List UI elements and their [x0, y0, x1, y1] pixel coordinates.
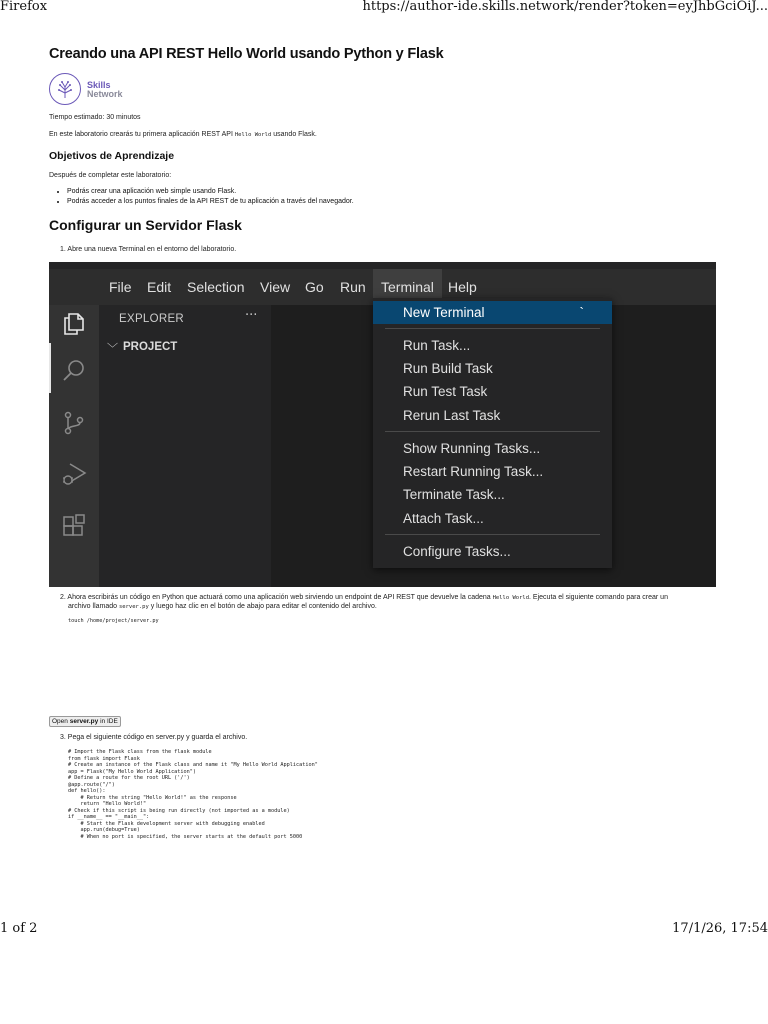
menu-item-run-build-task: [373, 357, 612, 380]
menu-item-rerun-last-task: [373, 404, 612, 427]
step-2-code: server.py: [118, 604, 149, 610]
step-2-code: Hello World: [492, 595, 530, 601]
code-line: # Check if this script is being run directly (not imported as a module): [68, 807, 290, 814]
code-line: # Define a route for the root URL ('/'): [68, 775, 190, 781]
menu-item-label: Run Test Task: [403, 384, 488, 399]
menu-item-terminate-task: [373, 483, 612, 506]
menu-run: Run: [340, 279, 366, 295]
menu-separator: [385, 328, 600, 329]
more-actions-icon: ···: [245, 308, 258, 323]
menu-item-label: Attach Task...: [403, 511, 484, 526]
vscode-screenshot: [49, 262, 716, 587]
step-2-text-end: y luego haz clic en el botón de abajo para editar el contenido del archivo.: [148, 603, 377, 610]
explorer-sidebar: [99, 305, 271, 587]
code-line: from flask import Flask: [68, 755, 140, 762]
step-2-text: archivo llamado: [68, 603, 119, 610]
step-2-line-1: [60, 594, 668, 601]
page-url: https://author-ide.skills.network/render?token=eyJhbGciOiJ...: [362, 0, 768, 14]
source-control-icon: [61, 410, 87, 436]
menu-item-run-task: [373, 334, 612, 357]
menu-item-label: Run Build Task: [403, 361, 493, 376]
extensions-icon: [61, 513, 87, 539]
step-2-text: 2. Ahora escribirás un código en Python que actuará como una aplicación web sirviendo un endpoint de API REST que devuelve la cadena: [60, 594, 493, 601]
menu-item-show-running-tasks: [373, 437, 612, 460]
menu-item-run-test-task: [373, 380, 612, 403]
menu-item-label: Configure Tasks...: [403, 544, 511, 559]
menu-item-label: Rerun Last Task: [403, 408, 501, 423]
print-datetime: 17/1/26, 17:54: [672, 921, 768, 936]
page-number: 1 of 2: [0, 921, 38, 936]
step-3: 3. Pega el siguiente código en server.py y guarda el archivo.: [60, 734, 248, 741]
menu-item-restart-running-task: [373, 460, 612, 483]
menu-file: File: [109, 279, 132, 295]
button-filename: server.py: [69, 718, 99, 725]
terminal-command: touch /home/project/server.py: [68, 618, 159, 624]
run-debug-icon: [61, 461, 87, 487]
section-heading: Configurar un Servidor Flask: [49, 217, 242, 233]
objectives-intro: Después de completar este laboratorio:: [49, 172, 172, 179]
list-item: • Podrás crear una aplicación web simple usando Flask.: [67, 187, 354, 197]
objectives-heading: Objetivos de Aprendizaje: [49, 150, 175, 162]
active-indicator: [49, 343, 51, 393]
code-line: return "Hello World!": [68, 801, 147, 807]
menu-help: Help: [448, 279, 477, 295]
shortcut-key: `: [579, 305, 584, 320]
code-line: # Create an instance of the Flask class and name it "My Hello World Application": [68, 762, 318, 768]
estimated-time: Tiempo estimado: 30 minutos: [49, 114, 141, 121]
menu-item-attach-task: [373, 507, 612, 530]
print-header: [0, 0, 768, 16]
intro-text-end: usando Flask.: [271, 131, 317, 138]
button-text: Open: [52, 718, 70, 725]
code-line: # Return the string "Hello World!" as the response: [68, 794, 237, 801]
menu-separator: [385, 431, 600, 432]
menu-item-configure-tasks: [373, 540, 612, 563]
project-folder: PROJECT: [123, 341, 178, 353]
search-icon: [61, 358, 87, 384]
code-line: def hello():: [68, 788, 106, 794]
menu-selection: Selection: [187, 279, 245, 295]
menu-go: Go: [305, 279, 324, 295]
code-line: # When no port is specified, the server starts at the default port 5000: [68, 833, 303, 840]
window-top-strip: [49, 262, 716, 269]
intro-text: En este laboratorio crearás tu primera aplicación REST API: [49, 131, 235, 138]
menu-item-label: Restart Running Task...: [403, 464, 544, 479]
intro-paragraph: [49, 131, 317, 138]
open-in-ide-button[interactable]: [49, 716, 121, 727]
browser-name: Firefox: [0, 0, 48, 14]
code-line: # Import the Flask class from the flask module: [68, 749, 212, 755]
logo-text-line2: Network: [87, 89, 123, 99]
chevron-down-icon: ﹀: [107, 342, 118, 355]
button-text-end: in IDE: [98, 718, 118, 725]
code-line: @app.route("/"): [68, 781, 115, 788]
code-line: if __name__ == "__main__":: [68, 814, 150, 820]
step-2-line-2: [68, 603, 377, 610]
menu-item-label: Show Running Tasks...: [403, 441, 541, 456]
intro-code: Hello World: [234, 132, 272, 138]
files-icon: [61, 310, 87, 336]
step-2-text-end: . Ejecuta el siguiente comando para crear un: [529, 594, 668, 601]
menu-terminal: Terminal: [373, 269, 442, 305]
logo-text-line1: Skills: [87, 80, 111, 90]
terminal-menu-dropdown: [373, 298, 612, 568]
page-title: Creando una API REST Hello World usando Python y Flask: [49, 46, 444, 62]
code-line: app.run(debug=True): [68, 827, 140, 833]
skills-network-logo: [49, 73, 149, 109]
menu-separator: [385, 534, 600, 535]
explorer-title: EXPLORER: [119, 313, 185, 325]
menu-edit: Edit: [147, 279, 172, 295]
menu-item-label: Terminate Task...: [403, 487, 505, 502]
menu-item-label: New Terminal: [403, 305, 485, 320]
menu-view: View: [260, 279, 291, 295]
step-1: 1. Abre una nueva Terminal en el entorno del laboratorio.: [60, 246, 237, 253]
code-line: # Start the Flask development server with debugging enabled: [68, 820, 265, 827]
menu-item-new-terminal: [373, 301, 612, 324]
code-line: app = Flask("My Hello World Application"): [68, 768, 197, 775]
list-item: • Podrás acceder a los puntos finales de la API REST de tu aplicación a través del navegador.: [67, 197, 354, 207]
logo-tree-icon: [49, 73, 81, 105]
activity-bar: [49, 305, 99, 587]
objectives-list: [49, 187, 354, 206]
menu-item-label: Run Task...: [403, 338, 471, 353]
